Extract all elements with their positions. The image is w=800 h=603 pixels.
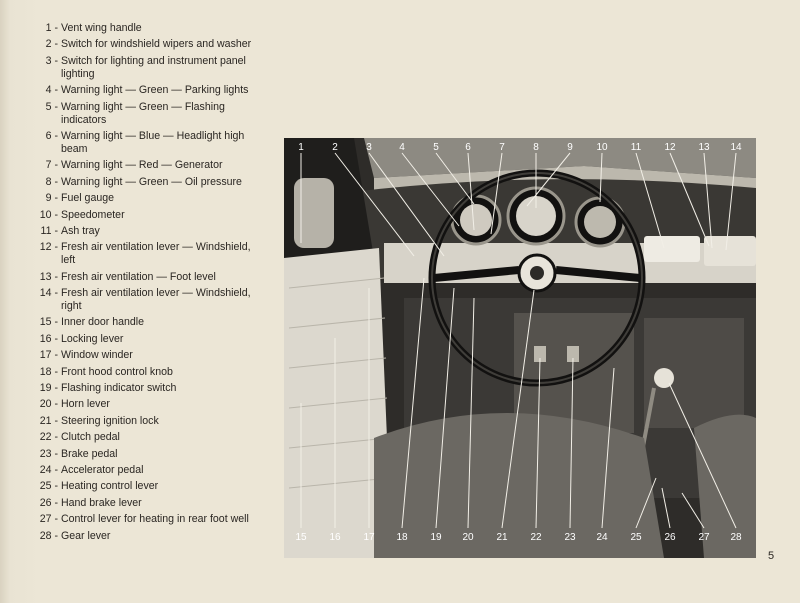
callout-16: 16 [329,532,341,543]
callout-27: 27 [698,532,710,543]
legend-item: 6 - Warning light — Blue — Headlight high beam [45,129,245,155]
callout-5: 5 [433,142,439,153]
callout-13: 13 [698,142,710,153]
legend-item: 16 - Locking lever [39,332,124,345]
legend-item: 26 - Hand brake lever [39,496,142,509]
callout-11: 11 [630,142,642,153]
legend-item: 4 - Warning light — Green — Parking lights [45,84,249,97]
legend-item: 2 - Switch for windshield wipers and washer [45,38,252,51]
legend-item: 13 - Fresh air ventilation — Foot level [39,270,216,283]
legend-item: 22 - Clutch pedal [39,431,120,444]
legend-item: 10 - Speedometer [39,208,125,221]
callout-3: 3 [366,142,372,153]
callout-14: 14 [730,142,742,153]
legend-item: 27 - Control lever for heating in rear foot well [39,513,249,526]
legend-item: 17 - Window winder [39,349,133,362]
legend-item: 11 - Ash tray [40,224,100,237]
callout-19: 19 [430,532,442,543]
dashboard-photo [284,138,756,558]
callout-10: 10 [596,142,608,153]
callout-22: 22 [530,532,542,543]
callout-1: 1 [298,142,304,153]
callout-15: 15 [295,532,307,543]
legend-item: 19 - Flashing indicator switch [39,382,177,395]
page-number: 5 [768,550,775,562]
legend-item: 12 - Fresh air ventilation lever — Windshield, left [39,241,251,267]
callout-23: 23 [564,532,576,543]
callout-12: 12 [664,142,676,153]
callout-28: 28 [730,532,742,543]
legend-item: 15 - Inner door handle [39,316,145,329]
legend-item: 21 - Steering ignition lock [39,414,159,427]
callout-6: 6 [465,142,471,153]
component-legend [26,22,266,546]
legend-item: 1 - Vent wing handle [45,22,142,34]
callout-7: 7 [499,142,505,153]
legend-item: 20 - Horn lever [39,398,110,411]
legend-item: 5 - Warning light — Green — Flashing indicators [45,100,225,126]
legend-item: 9 - Fuel gauge [45,192,115,205]
legend-item: 23 - Brake pedal [39,447,118,460]
legend-item: 3 - Switch for lighting and instrument panel lighting [45,54,246,80]
dashboard-illustration [284,138,756,558]
callout-9: 9 [567,142,573,153]
callout-21: 21 [496,532,508,543]
legend-item: 18 - Front hood control knob [39,365,173,378]
legend-item: 8 - Warning light — Green — Oil pressure [45,175,242,188]
legend-item: 7 - Warning light — Red — Generator [45,159,223,172]
callout-20: 20 [462,532,474,543]
callout-8: 8 [533,142,539,153]
callout-26: 26 [664,532,676,543]
callout-17: 17 [363,532,375,543]
callout-2: 2 [332,142,338,153]
callout-25: 25 [630,532,642,543]
legend-item: 14 - Fresh air ventilation lever — Windshield, right [39,287,251,313]
legend-item: 25 - Heating control lever [39,480,159,493]
callout-18: 18 [396,532,408,543]
callout-4: 4 [399,142,405,153]
legend-item: 28 - Gear lever [39,529,111,542]
callout-24: 24 [596,532,608,543]
legend-item: 24 - Accelerator pedal [39,463,144,476]
